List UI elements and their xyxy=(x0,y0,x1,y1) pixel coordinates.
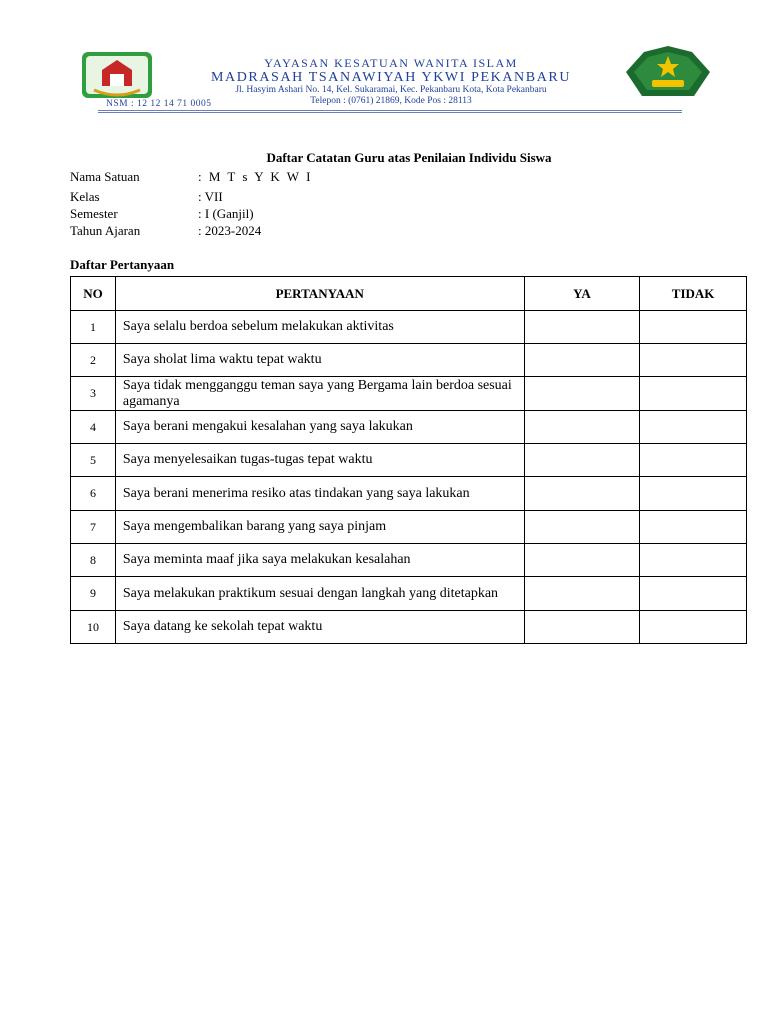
row-question: Saya melakukan praktikum sesuai dengan langkah yang ditetapkan xyxy=(115,577,524,611)
tidak-cell[interactable] xyxy=(640,511,747,544)
foundation-name: YAYASAN KESATUAN WANITA ISLAM xyxy=(264,56,518,70)
info-label: Semester xyxy=(70,206,118,221)
row-number: 5 xyxy=(71,444,116,477)
ya-cell[interactable] xyxy=(524,377,640,411)
row-question: Saya mengembalikan barang yang saya pinjam xyxy=(115,511,524,544)
row-number: 2 xyxy=(71,344,116,377)
row-question: Saya berani mengakui kesalahan yang saya lakukan xyxy=(115,411,524,444)
letterhead-text xyxy=(160,56,622,107)
document-title: Daftar Catatan Guru atas Penilaian Individu Siswa xyxy=(266,150,552,165)
header-ya: YA xyxy=(524,277,640,311)
header-tidak: TIDAK xyxy=(640,277,747,311)
school-phone: Telepon : (0761) 21869, Kode Pos : 28113 xyxy=(310,96,472,106)
ya-cell[interactable] xyxy=(524,344,640,377)
school-name: MADRASAH TSANAWIYAH YKWI PEKANBARU xyxy=(210,70,572,85)
school-emblem-icon xyxy=(80,50,154,100)
row-number: 10 xyxy=(71,611,116,644)
table-row xyxy=(71,611,747,644)
row-number: 3 xyxy=(71,377,116,411)
tidak-cell[interactable] xyxy=(640,477,747,511)
row-question: Saya menyelesaikan tugas-tugas tepat waktu xyxy=(115,444,524,477)
row-number: 6 xyxy=(71,477,116,511)
question-table xyxy=(70,276,747,644)
row-number: 9 xyxy=(71,577,116,611)
table-row xyxy=(71,544,747,577)
info-label: Nama Satuan xyxy=(70,169,140,184)
row-question: Saya selalu berdoa sebelum melakukan aktivitas xyxy=(115,311,524,344)
ya-cell[interactable] xyxy=(524,611,640,644)
ministry-emblem-icon xyxy=(622,44,714,100)
table-row xyxy=(71,344,747,377)
ya-cell[interactable] xyxy=(524,444,640,477)
row-number: 4 xyxy=(71,411,116,444)
ya-cell[interactable] xyxy=(524,511,640,544)
table-row xyxy=(71,311,747,344)
ya-cell[interactable] xyxy=(524,477,640,511)
tidak-cell[interactable] xyxy=(640,577,747,611)
row-number: 1 xyxy=(71,311,116,344)
ya-cell[interactable] xyxy=(524,411,640,444)
info-value: : M T s Y K W I xyxy=(198,169,313,184)
row-number: 7 xyxy=(71,511,116,544)
tidak-cell[interactable] xyxy=(640,444,747,477)
tidak-cell[interactable] xyxy=(640,344,747,377)
info-value: : VII xyxy=(198,189,223,204)
table-row xyxy=(71,444,747,477)
letterhead xyxy=(76,44,716,114)
header-question: PERTANYAAN xyxy=(115,277,524,311)
school-nsm: NSM : 12 12 14 71 0005 xyxy=(106,99,212,109)
tidak-cell[interactable] xyxy=(640,544,747,577)
row-question: Saya datang ke sekolah tepat waktu xyxy=(115,611,524,644)
row-question: Saya sholat lima waktu tepat waktu xyxy=(115,344,524,377)
table-header-row xyxy=(71,277,747,311)
table-row xyxy=(71,511,747,544)
info-value: : I (Ganjil) xyxy=(198,206,254,221)
tidak-cell[interactable] xyxy=(640,611,747,644)
ya-cell[interactable] xyxy=(524,544,640,577)
row-question: Saya berani menerima resiko atas tindakan yang saya lakukan xyxy=(115,477,524,511)
table-row xyxy=(71,477,747,511)
school-address: Jl. Hasyim Ashari No. 14, Kel. Sukaramai, Kec. Pekanbaru Kota, Kota Pekanbaru xyxy=(235,85,547,95)
row-question: Saya meminta maaf jika saya melakukan kesalahan xyxy=(115,544,524,577)
ya-cell[interactable] xyxy=(524,311,640,344)
tidak-cell[interactable] xyxy=(640,377,747,411)
letterhead-divider xyxy=(98,110,682,113)
info-value: : 2023-2024 xyxy=(198,223,262,238)
info-label: Kelas xyxy=(70,189,100,204)
table-row xyxy=(71,411,747,444)
info-label: Tahun Ajaran xyxy=(70,223,141,238)
tidak-cell[interactable] xyxy=(640,311,747,344)
row-question: Saya tidak mengganggu teman saya yang Bergama lain berdoa sesuai agamanya xyxy=(115,377,524,411)
section-title: Daftar Pertanyaan xyxy=(70,257,175,272)
table-row xyxy=(71,377,747,411)
tidak-cell[interactable] xyxy=(640,411,747,444)
row-number: 8 xyxy=(71,544,116,577)
header-no: NO xyxy=(71,277,116,311)
table-row xyxy=(71,577,747,611)
ya-cell[interactable] xyxy=(524,577,640,611)
